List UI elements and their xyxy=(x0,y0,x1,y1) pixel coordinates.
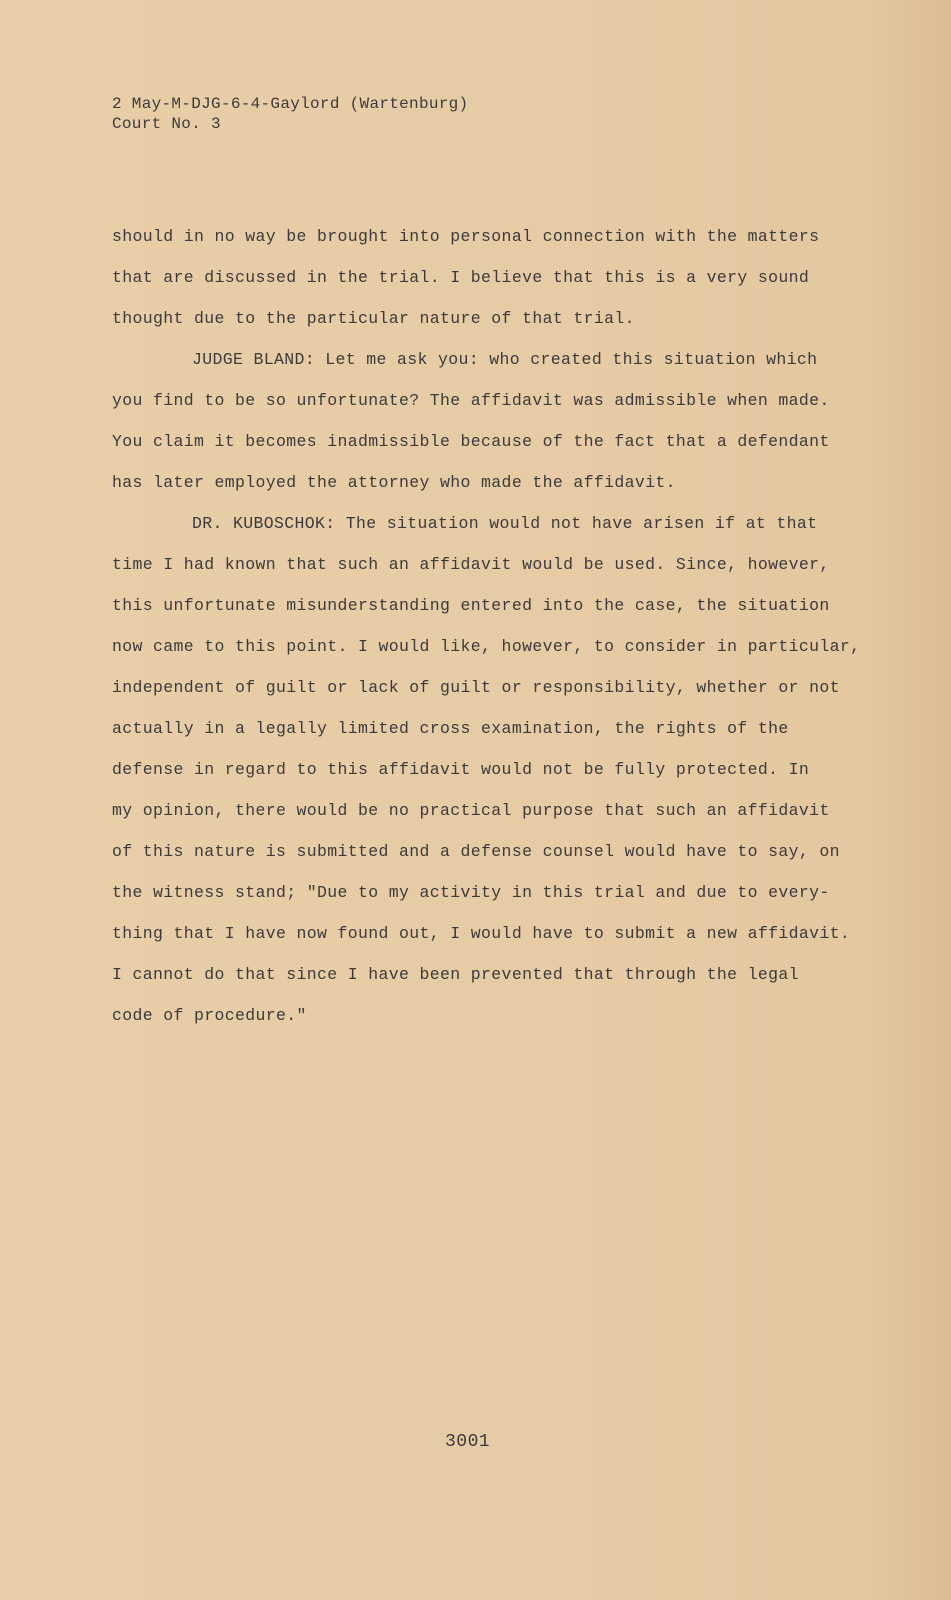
page-number: 3001 xyxy=(445,1432,491,1452)
transcript-line: code of procedure." xyxy=(112,1006,307,1025)
header-reference-line: 2 May-M-DJG-6-4-Gaylord (Wartenburg) xyxy=(112,95,469,113)
transcript-line: that are discussed in the trial. I believe that this is a very sound xyxy=(112,268,810,287)
transcript-line: this unfortunate misunderstanding entered into the case, the situation xyxy=(112,596,830,615)
transcript-line: time I had known that such an affidavit would be used. Since, however, xyxy=(112,555,830,574)
transcript-line: independent of guilt or lack of guilt or responsibility, whether or not xyxy=(112,678,840,697)
document-header xyxy=(112,94,468,134)
transcript-line: should in no way be brought into personal connection with the matters xyxy=(112,227,820,246)
transcript-line: now came to this point. I would like, however, to consider in particular, xyxy=(112,637,861,656)
transcript-line: You claim it becomes inadmissible because of the fact that a defendant xyxy=(112,432,830,451)
transcript-line-speaker-dr-kuboschok: DR. KUBOSCHOK: The situation would not have arisen if at that xyxy=(192,514,818,533)
transcript-line: my opinion, there would be no practical purpose that such an affidavit xyxy=(112,801,830,820)
transcript-line: has later employed the attorney who made the affidavit. xyxy=(112,473,676,492)
transcript-body xyxy=(112,216,882,1036)
transcript-line: you find to be so unfortunate? The affidavit was admissible when made. xyxy=(112,391,830,410)
transcript-line: defense in regard to this affidavit would not be fully protected. In xyxy=(112,760,810,779)
transcript-line: actually in a legally limited cross examination, the rights of the xyxy=(112,719,789,738)
transcript-line: the witness stand; "Due to my activity in this trial and due to every- xyxy=(112,883,830,902)
transcript-line: I cannot do that since I have been prevented that through the legal xyxy=(112,965,799,984)
transcript-line-speaker-judge-bland: JUDGE BLAND: Let me ask you: who created this situation which xyxy=(192,350,818,369)
header-court-line: Court No. 3 xyxy=(112,115,221,133)
transcript-line: thought due to the particular nature of that trial. xyxy=(112,309,635,328)
transcript-line: of this nature is submitted and a defense counsel would have to say, on xyxy=(112,842,840,861)
transcript-line: thing that I have now found out, I would have to submit a new affidavit. xyxy=(112,924,851,943)
